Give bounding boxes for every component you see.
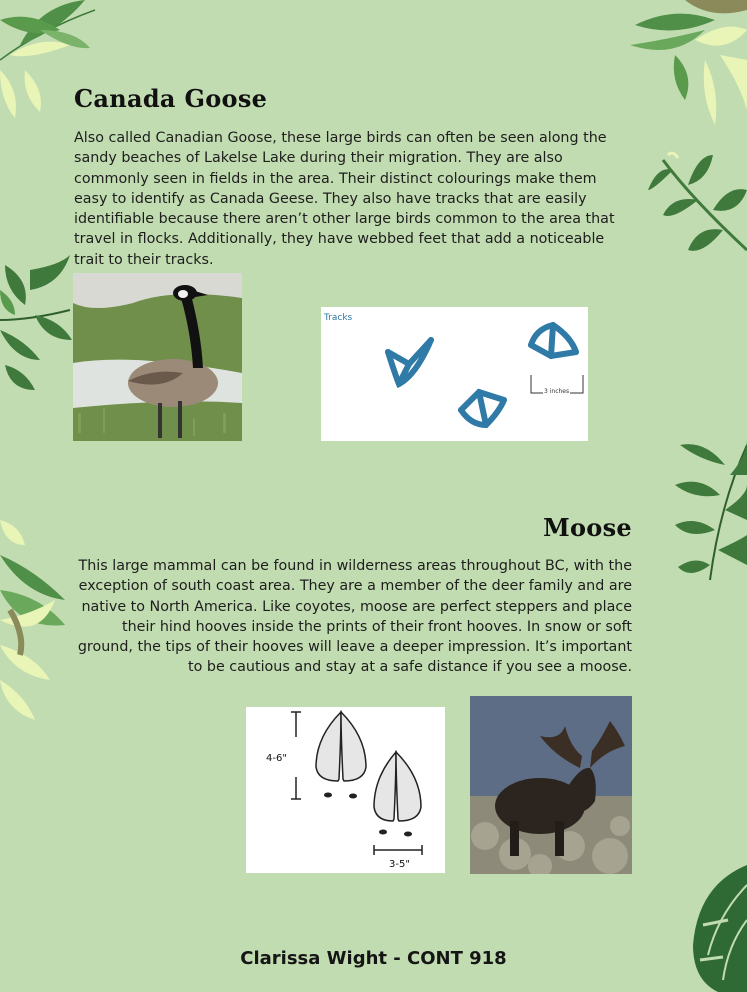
leaf-cluster-left-icon — [0, 250, 75, 395]
tracks-diagram-label: Tracks — [324, 313, 353, 323]
moose-description: This large mammal can be found in wilderness areas throughout BC, with the exception of south coast area. They are a member of the deer family and are native to North America. Like coyotes, moose are perfect steppers and place their hind hooves inside the prints of their front hooves. In snow or soft ground, the tips of their hooves will leave a deeper impression. It’s important to be cautious and stay at a safe distance if you see a moose. — [77, 558, 632, 676]
moose-section-title: Moose — [543, 513, 632, 542]
leaf-cluster-top-right-icon — [625, 0, 747, 125]
canada-goose-photo — [73, 273, 242, 441]
goose-tracks-diagram — [321, 307, 588, 441]
leaf-branch-right-icon — [643, 150, 747, 265]
goose-track-1 — [388, 340, 431, 384]
goose-track-3 — [531, 325, 576, 356]
moose-track-front — [316, 712, 366, 781]
moose-track-width-label: 3-5" — [389, 859, 410, 870]
leaf-cluster-left-lower-icon — [0, 515, 70, 725]
moose-track-hind — [374, 752, 421, 821]
leaf-branch-right-lower-icon — [670, 435, 747, 585]
goose-track-2 — [461, 392, 504, 425]
tracks-scale-label: 3 inches — [544, 388, 570, 395]
goose-description: Also called Canadian Goose, these large birds can often be seen along the sandy beaches of Lakelse Lake during their migration. They are also commonly seen in fields in the area. Their distinct colourings make them easy to identify as Canada Geese. They also have tracks that are easily identifiable because there aren’t other large birds common to the area that travel in flocks. Additionally, they have webbed feet that add a noticeable trait to their tracks. — [74, 130, 615, 268]
moose-tracks-diagram — [246, 707, 445, 873]
moose-track-length-label: 4-6" — [266, 753, 287, 764]
monstera-leaf-bottom-right-icon — [688, 865, 747, 992]
goose-section-title: Canada Goose — [74, 84, 268, 113]
moose-photo — [470, 696, 632, 874]
author-credit: Clarissa Wight - CONT 918 — [240, 948, 507, 969]
